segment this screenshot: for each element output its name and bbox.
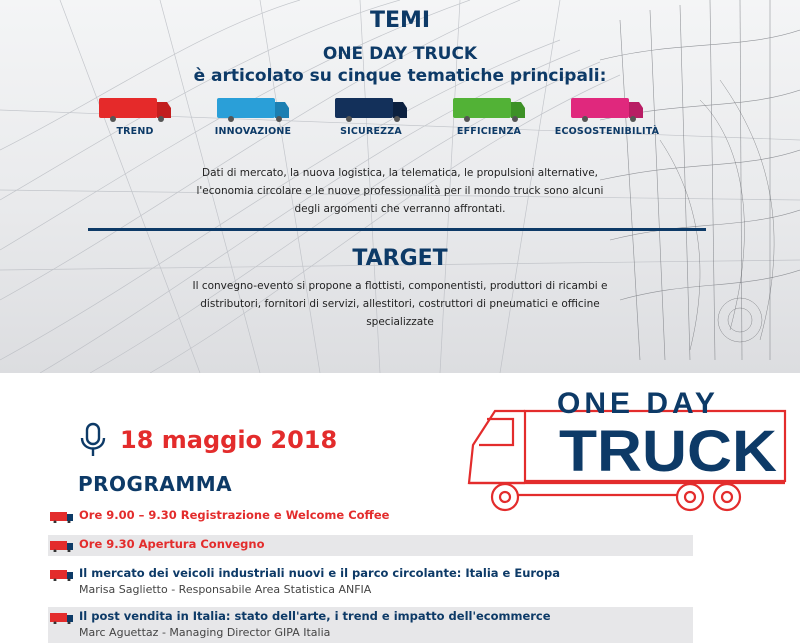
program-item (48, 564, 693, 600)
theme-label: SICUREZZA (340, 126, 402, 137)
one-day-truck-logo (465, 383, 790, 518)
theme-trend (75, 96, 195, 137)
program-item-title: Ore 9.00 – 9.30 Registrazione e Welcome Coffee (79, 508, 390, 522)
truck-icon-blue (217, 96, 289, 122)
program-item (48, 607, 693, 643)
theme-label: TREND (116, 126, 154, 137)
theme-label: EFFICIENZA (456, 126, 522, 137)
theme-sicurezza (311, 96, 431, 137)
theme-label: INNOVAZIONE (214, 126, 292, 137)
theme-innovazione (193, 96, 313, 137)
program-item-title: Il mercato dei veicoli industriali nuovi e il parco circolante: Italia e Europa (79, 566, 560, 580)
truck-bullet-icon (50, 540, 74, 552)
event-date-row (80, 420, 337, 460)
logo-line2: TRUCK (559, 419, 778, 484)
theme-efficienza (429, 96, 549, 137)
program-item (48, 535, 693, 556)
logo-line1: ONE DAY (557, 387, 719, 420)
program-item-title: Il post vendita in Italia: stato dell'arte, i trend e impatto dell'ecommerce (79, 609, 551, 623)
microphone-icon (80, 422, 106, 458)
target-description: Il convegno-evento si propone a flottisti, componentisti, produttori di ricambi e distributori, fornitori di servizi, allestitori, costruttori di pneumatici e officine specializzate (192, 280, 608, 328)
target-title: TARGET (352, 246, 448, 271)
truck-bullet-icon (50, 569, 74, 581)
section-divider (88, 228, 706, 231)
program-item-speaker: Marc Aguettaz - Managing Director GIPA Italia (79, 626, 331, 639)
truck-icon-navy (335, 96, 407, 122)
temi-event-name: ONE DAY TRUCK (322, 44, 478, 64)
theme-label: ECOSOSTENIBILITÀ (554, 126, 660, 137)
truck-bullet-icon (50, 612, 74, 624)
program-item-title: Ore 9.30 Apertura Convegno (79, 537, 265, 551)
program-item-speaker: Marisa Saglietto - Responsabile Area Statistica ANFIA (79, 583, 372, 596)
truck-icon-green (453, 96, 525, 122)
truck-icon-magenta (571, 96, 643, 122)
event-date: 18 maggio 2018 (120, 426, 338, 454)
temi-title: TEMI (369, 8, 431, 33)
truck-icon-red (99, 96, 171, 122)
temi-description: Dati di mercato, la nuova logistica, la telematica, le propulsioni alternative, l'economia circolare e le nuove professionalità per il mondo truck sono alcuni degli argomenti che verranno affrontati. (196, 167, 604, 215)
truck-bullet-icon (50, 511, 74, 523)
temi-subtitle: è articolato su cinque tematiche principali: (193, 66, 607, 86)
program-title: PROGRAMMA (78, 472, 233, 496)
theme-ecosostenibilita (547, 96, 667, 137)
program-item (48, 506, 693, 528)
